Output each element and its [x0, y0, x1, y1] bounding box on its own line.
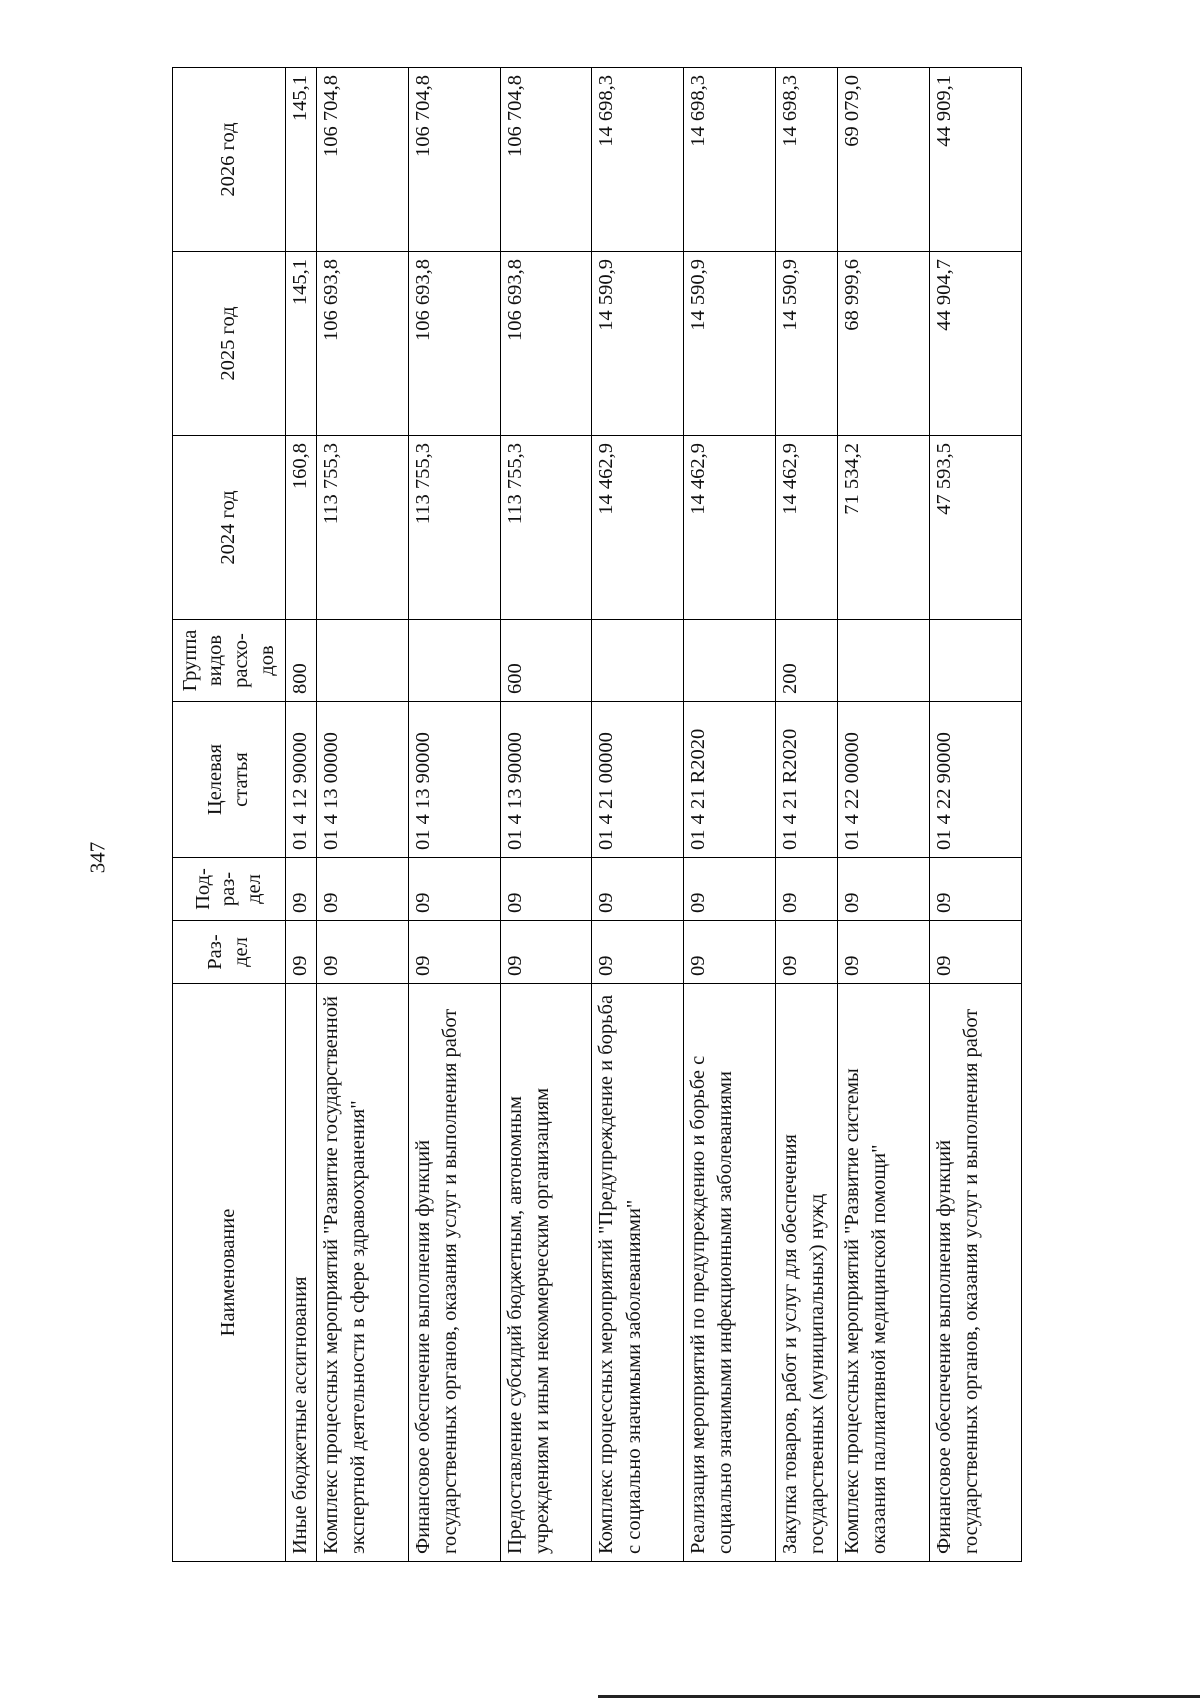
cell-2026: 106 704,8: [500, 68, 592, 252]
cell-razdel: 09: [838, 921, 930, 984]
cell-target-article: 01 4 13 90000: [409, 702, 501, 858]
cell-expense-group: [930, 620, 1022, 702]
cell-target-article: 01 4 13 90000: [500, 702, 592, 858]
cell-razdel: 09: [775, 921, 838, 984]
document-table-rotated: [172, 68, 1022, 1562]
cell-2025: 44 904,7: [930, 252, 1022, 436]
table-row: [930, 68, 1022, 1562]
cell-podrazdel: 09: [317, 858, 409, 921]
cell-expense-group: 600: [500, 620, 592, 702]
cell-name: Иные бюджетные ассигнования: [286, 984, 317, 1562]
cell-expense-group: [409, 620, 501, 702]
cell-2026: 44 909,1: [930, 68, 1022, 252]
cell-podrazdel: 09: [286, 858, 317, 921]
budget-table: [172, 67, 1022, 1562]
cell-2024: 14 462,9: [592, 436, 684, 620]
header-razdel: Раз- дел: [173, 921, 286, 984]
cell-2025: 106 693,8: [409, 252, 501, 436]
cell-razdel: 09: [317, 921, 409, 984]
cell-razdel: 09: [500, 921, 592, 984]
cell-target-article: 01 4 21 00000: [592, 702, 684, 858]
cell-podrazdel: 09: [409, 858, 501, 921]
cell-2024: 71 534,2: [838, 436, 930, 620]
cell-2025: 106 693,8: [317, 252, 409, 436]
cell-expense-group: [592, 620, 684, 702]
table-row: [286, 68, 317, 1562]
cell-name: Предоставление субсидий бюджетным, автономным учреждениям и иным некоммерческим организациям: [500, 984, 592, 1562]
cell-2025: 68 999,6: [838, 252, 930, 436]
table-row: [592, 68, 684, 1562]
header-2024: 2024 год: [173, 436, 286, 620]
cell-razdel: 09: [684, 921, 776, 984]
page-number-text: 347: [85, 841, 110, 873]
cell-2026: 14 698,3: [775, 68, 838, 252]
table-row: [500, 68, 592, 1562]
header-target-article: Целевая статья: [173, 702, 286, 858]
cell-target-article: 01 4 22 90000: [930, 702, 1022, 858]
table-row: [684, 68, 776, 1562]
header-expense-group: Группа видов расхо- дов: [173, 620, 286, 702]
table-header-row: [173, 68, 286, 1562]
cell-razdel: 09: [592, 921, 684, 984]
cell-name: Закупка товаров, работ и услуг для обеспечения государственных (муниципальных) нужд: [775, 984, 838, 1562]
cell-name: Комплекс процессных мероприятий "Развитие государственной экспертной деятельности в сфере здравоохранения": [317, 984, 409, 1562]
cell-target-article: 01 4 21 R2020: [775, 702, 838, 858]
table-row: [409, 68, 501, 1562]
cell-podrazdel: 09: [930, 858, 1022, 921]
cell-razdel: 09: [930, 921, 1022, 984]
cell-expense-group: 800: [286, 620, 317, 702]
cell-expense-group: [684, 620, 776, 702]
cell-name: Комплекс процессных мероприятий "Предупреждение и борьба с социально значимыми заболеваниями": [592, 984, 684, 1562]
cell-2026: 106 704,8: [317, 68, 409, 252]
cell-2026: 14 698,3: [592, 68, 684, 252]
header-2025: 2025 год: [173, 252, 286, 436]
cell-razdel: 09: [409, 921, 501, 984]
cell-name: Финансовое обеспечение выполнения функций государственных органов, оказания услуг и выполнения работ: [930, 984, 1022, 1562]
cell-2024: 113 755,3: [317, 436, 409, 620]
cell-2025: 14 590,9: [775, 252, 838, 436]
cell-expense-group: [317, 620, 409, 702]
cell-target-article: 01 4 21 R2020: [684, 702, 776, 858]
page-number: [86, 837, 110, 877]
cell-target-article: 01 4 12 90000: [286, 702, 317, 858]
cell-name: Реализация мероприятий по предупреждению и борьбе с социально значимыми инфекционными заболеваниями: [684, 984, 776, 1562]
cell-2024: 160,8: [286, 436, 317, 620]
cell-2024: 14 462,9: [775, 436, 838, 620]
cell-2024: 47 593,5: [930, 436, 1022, 620]
cell-2025: 106 693,8: [500, 252, 592, 436]
cell-podrazdel: 09: [684, 858, 776, 921]
cell-2026: 69 079,0: [838, 68, 930, 252]
cell-2026: 14 698,3: [684, 68, 776, 252]
cell-2026: 145,1: [286, 68, 317, 252]
cell-2025: 14 590,9: [592, 252, 684, 436]
cell-2024: 113 755,3: [409, 436, 501, 620]
cell-podrazdel: 09: [500, 858, 592, 921]
header-podrazdel: Под- раз- дел: [173, 858, 286, 921]
cell-podrazdel: 09: [838, 858, 930, 921]
cell-target-article: 01 4 13 00000: [317, 702, 409, 858]
table-body: [286, 68, 1022, 1562]
table-row: [775, 68, 838, 1562]
table-row: [317, 68, 409, 1562]
cell-podrazdel: 09: [592, 858, 684, 921]
cell-name: Комплекс процессных мероприятий "Развитие системы оказания паллиативной медицинской помощи": [838, 984, 930, 1562]
cell-2025: 14 590,9: [684, 252, 776, 436]
bottom-scan-rule: [598, 1695, 1200, 1698]
cell-target-article: 01 4 22 00000: [838, 702, 930, 858]
cell-expense-group: [838, 620, 930, 702]
cell-razdel: 09: [286, 921, 317, 984]
cell-expense-group: 200: [775, 620, 838, 702]
cell-2024: 14 462,9: [684, 436, 776, 620]
header-2026: 2026 год: [173, 68, 286, 252]
cell-2025: 145,1: [286, 252, 317, 436]
cell-podrazdel: 09: [775, 858, 838, 921]
cell-name: Финансовое обеспечение выполнения функций государственных органов, оказания услуг и выполнения работ: [409, 984, 501, 1562]
cell-2026: 106 704,8: [409, 68, 501, 252]
header-name: Наименование: [173, 984, 286, 1562]
table-row: [838, 68, 930, 1562]
cell-2024: 113 755,3: [500, 436, 592, 620]
